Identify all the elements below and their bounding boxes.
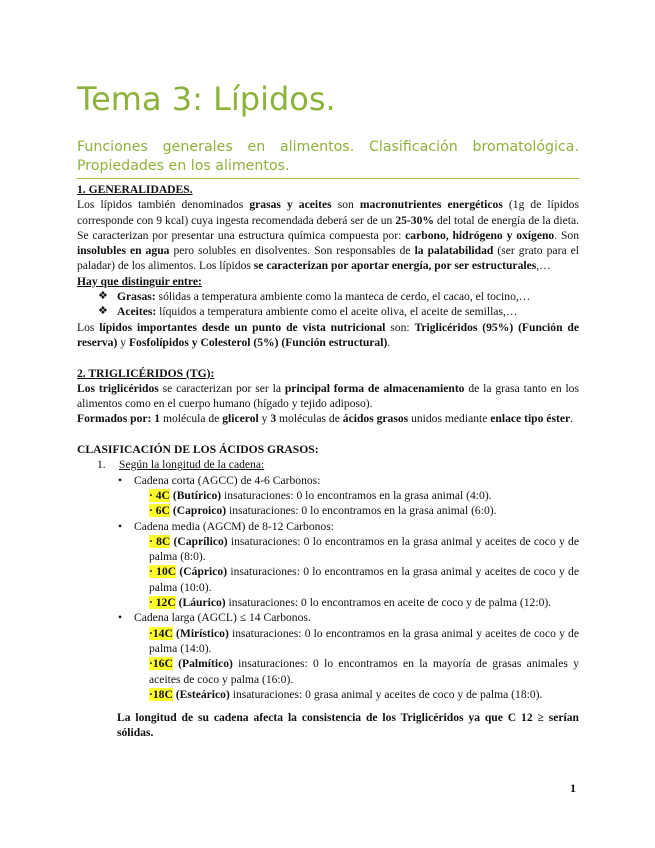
distinguish-heading: Hay que distinguir entre: [77, 274, 202, 288]
section-heading-generalidades: 1. GENERALIDADES. [77, 183, 193, 196]
group-cadena-larga: • Cadena larga (AGCL) ≤ 14 Carbonos. [118, 611, 311, 625]
document-body [77, 182, 579, 741]
conclusion: La longitud de su cadena afecta la consistencia de los Triglicéridos ya que C 12 ≥ serían sólidas. [117, 711, 579, 740]
diamond-bullet-icon: ❖ [98, 290, 108, 303]
acid-entry: ·14C (Mirístico) insaturaciones: 0 lo encontramos en la grasa animal y aceites de coco y de palma (14:0). [149, 626, 579, 655]
acid-entry: · 6C (Caproico) insaturaciones: 0 lo encontramos en la grasa animal (6:0). [149, 504, 497, 518]
acid-entry: · 4C (Butírico) insaturaciones: 0 lo encontramos en la grasa animal (4:0). [149, 488, 492, 502]
page-subtitle: Funciones generales en alimentos. Clasificación bromatológica. Propiedades en los alimentos. [77, 139, 579, 174]
diamond-bullet-icon: ❖ [98, 305, 108, 318]
acid-entry: ·18C (Esteárico) insaturaciones: 0 grasa animal y aceites de coco y de palma (18:0). [149, 687, 543, 701]
page-number: 1 [570, 781, 576, 795]
paragraph-trigliceridos: Los triglicéridos se caracterizan por ser la principal forma de almacenamiento de la grasa tanto en los alimentos como en el cuerpo humano (hígado y tejido adiposo). [77, 381, 579, 411]
list-item-aceites: ❖ Aceites: líquidos a temperatura ambiente como el aceite oliva, el aceite de semillas,… [98, 305, 518, 319]
list-item-grasas: ❖ Grasas: sólidas a temperatura ambiente como la manteca de cerdo, el cacao, el tocino,… [98, 290, 531, 304]
paragraph-lipidos-importantes: Los lípidos importantes desde un punto de vista nutricional son: Triglicéridos (95%) (Función de reserva) y Fosfolípidos y Colesterol (5%) (Función estructural). [77, 320, 580, 349]
page-title: Tema 3: Lípidos. [77, 80, 336, 118]
paragraph-generalidades: Los lípidos también denominados grasas y aceites son macronutrientes energéticos (1g de lípidos corresponde con 9 kcal) cuya ingesta recomendada deberá ser de un 25-30% del total de energía de la dieta. Se caracterizan por presentar una estructura química compuesta por: carbono, hidrógeno y oxígeno. Son insolubles en agua pero solubles en disolventes. Son responsables de la palatabilidad (ser grato para el paladar) de los alimentos. Los lípidos se caracterizan por aportar energía, por ser estructurales,… [77, 198, 580, 273]
acid-entry: · 12C (Láurico) insaturaciones: 0 lo encontramos en aceite de coco y de palma (12:0). [149, 596, 552, 610]
acid-entry: ·16C (Palmítico) insaturaciones: 0 lo encontramos en la mayoría de grasas animales y aceites de coco y palma (16:0). [149, 657, 579, 686]
group-cadena-corta: • Cadena corta (AGCC) de 4-6 Carbonos: [118, 473, 321, 487]
section-heading-trigliceridos: 2. TRIGLICÉRIDOS (TG): [77, 366, 215, 380]
spacer [77, 350, 579, 365]
numbered-item-longitud: 1. Según la longitud de la cadena: [97, 458, 265, 472]
spacer [77, 427, 579, 442]
acid-entry: · 10C (Cáprico) insaturaciones: 0 lo encontramos en la grasa animal y aceites de coco y de palma (10:0). [149, 565, 579, 594]
section-heading-clasificacion: CLASIFICACIÓN DE LOS ÁCIDOS GRASOS: [77, 443, 319, 457]
acid-entry: · 8C (Caprílico) insaturaciones: 0 lo encontramos en la grasa animal y aceites de coco y de palma (8:0). [149, 534, 579, 564]
group-cadena-media: • Cadena media (AGCM) de 8-12 Carbonos: [118, 519, 334, 533]
paragraph-formados-por: Formados por: 1 molécula de glicerol y 3 moléculas de ácidos grasos unidos mediante enlace tipo éster. [77, 412, 574, 426]
title-divider [77, 178, 579, 179]
